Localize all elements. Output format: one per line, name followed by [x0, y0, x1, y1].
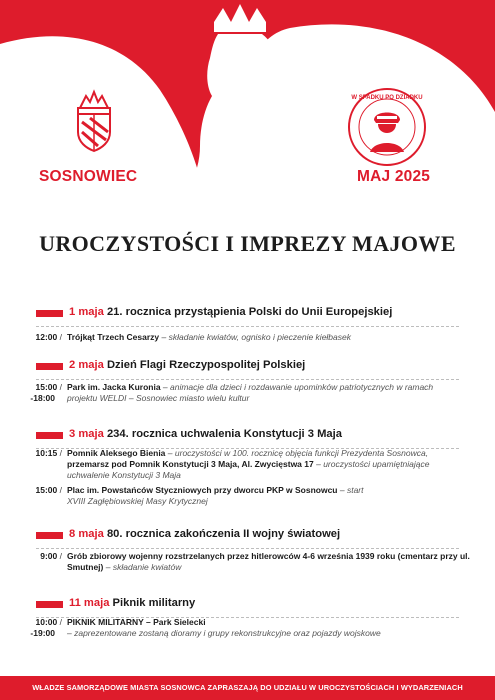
event-note-secondary: – uroczystości upamiętniające uchwalenie Konstytucji 3 Maja [67, 459, 430, 480]
red-bar [36, 310, 63, 317]
event-note: – zaprezentowane zostaną dioramy i grupy rekonstrukcyjne oraz pojazdy wojskowe [67, 628, 381, 638]
time-start: 10:00 [35, 617, 58, 627]
event-date: 3 maja [69, 428, 104, 440]
event-place: Plac im. Powstańców Styczniowych przy dworcu PKP w Sosnowcu [67, 485, 338, 495]
event-title: 80. rocznica zakończenia II wojny światowej [106, 528, 341, 540]
badge-lettering: W SPADKU PO DZIADKU [351, 95, 423, 101]
time-start: 15:00 [35, 382, 58, 392]
page-title: UROCZYSTOŚCI I IMPREZY MAJOWE [39, 231, 456, 256]
event-place: Park im. Jacka Kuronia [67, 382, 161, 392]
red-bar [36, 363, 63, 370]
divider [36, 379, 459, 380]
event-title: Piknik militarny [112, 597, 196, 609]
event-time [0, 332, 62, 343]
event-date: 2 maja [69, 359, 104, 371]
time-start: 15:00 [35, 485, 58, 495]
event-note: – składanie kwiatów [105, 562, 182, 572]
event-heading [69, 428, 342, 440]
event-time [0, 485, 62, 496]
event-heading [69, 359, 305, 371]
red-bar [36, 532, 63, 539]
event-date: 1 maja [69, 306, 104, 318]
event-heading [69, 528, 340, 540]
time-end: -18:00 [30, 393, 55, 403]
event-note: – animacje dla dzieci i rozdawanie upominków patriotycznych w ramach projektu WELDI – Sosnowiec miasto wielu kultur [67, 382, 434, 403]
event-note: – uroczystości w 100. rocznicę objęcia funkcji Prezydenta Sosnowca, [167, 448, 429, 458]
event-title: 234. rocznica uchwalenia Konstytucji 3 Maja [106, 428, 342, 440]
divider [36, 548, 459, 549]
time-separator: / [59, 448, 62, 458]
event-place: Pomnik Aleksego Bienia [67, 448, 166, 458]
event-time [0, 551, 62, 562]
divider [36, 326, 459, 327]
event-heading [69, 597, 195, 609]
event-heading [69, 306, 392, 318]
date-label: MAJ 2025 [357, 168, 431, 185]
event-place: PIKNIK MILITARNY – Park Sielecki [67, 617, 206, 627]
event-place: Grób zbiorowy wojenny rozstrzelanych przez hitlerowców 4-6 września 1939 roku (cmentarz przy ul. Smutnej) [67, 551, 470, 572]
event-date: 11 maja [69, 597, 110, 609]
event-time [0, 617, 62, 639]
red-bar [36, 601, 63, 608]
time-start: 12:00 [35, 332, 58, 342]
event-place: Trójkąt Trzech Cesarzy [67, 332, 160, 342]
w-spadku-po-dziadku-badge-icon [346, 86, 428, 168]
event-description [67, 448, 472, 481]
red-bar [36, 432, 63, 439]
time-end: -19:00 [30, 628, 55, 638]
event-time [0, 382, 62, 404]
time-separator: / [59, 617, 62, 627]
time-separator: / [59, 332, 62, 342]
footer-banner: WŁADZE SAMORZĄDOWE MIASTA SOSNOWCA ZAPRASZAJĄ DO UDZIAŁU W UROCZYSTOŚCIACH I WYDARZENIACH [0, 676, 495, 700]
time-separator: / [59, 485, 62, 495]
time-separator: / [59, 382, 62, 392]
event-note: – start XVIII Zagłębiowskiej Masy Krytycznej [67, 485, 364, 506]
city-label: SOSNOWIEC [39, 168, 138, 185]
event-date: 8 maja [69, 528, 104, 540]
time-start: 9:00 [40, 551, 58, 561]
event-description [67, 617, 467, 639]
event-place-secondary: przemarsz pod Pomnik Konstytucji 3 Maja, Al. Zwycięstwa 17 [67, 459, 314, 469]
time-separator: / [59, 551, 62, 561]
event-description [67, 382, 447, 404]
event-description [67, 332, 467, 343]
sosnowiec-coat-of-arms-icon [72, 88, 116, 154]
event-title: Dzień Flagi Rzeczypospolitej Polskiej [106, 359, 306, 371]
event-time [0, 448, 62, 459]
event-note: – składanie kwiatów, ognisko i pieczenie kiełbasek [161, 332, 351, 342]
event-description [67, 485, 367, 507]
time-start: 10:15 [35, 448, 58, 458]
event-description [67, 551, 472, 573]
event-title: 21. rocznica przystąpienia Polski do Unii Europejskiej [106, 306, 393, 318]
